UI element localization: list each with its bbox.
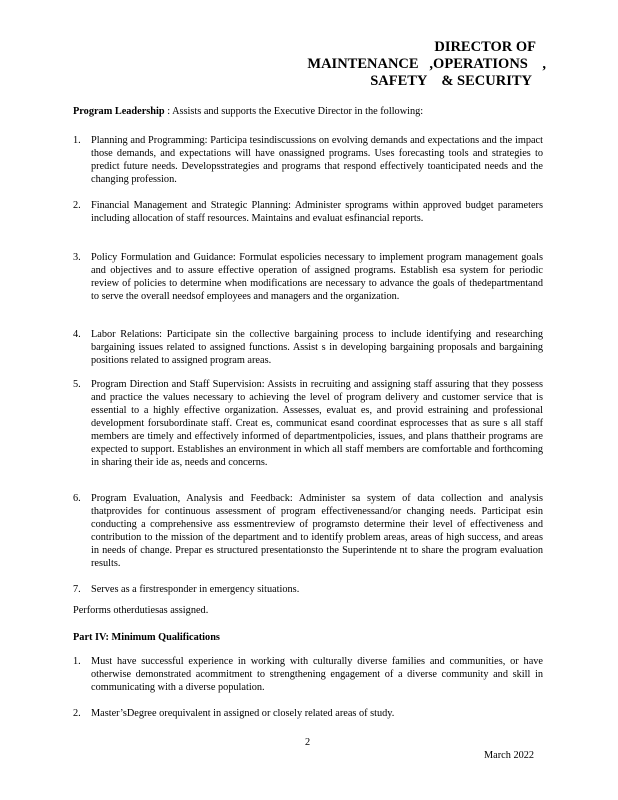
list-item-text: Financial Management and Strategic Planning: Administer sprograms within approved budget parameters including allocation of staff resources. Maintains and evaluat esfinancial reports. [91, 200, 543, 224]
list-item [73, 655, 543, 694]
list-item [73, 492, 543, 570]
list-item-number: 7. [73, 584, 81, 595]
title-line-2: MAINTENANCE ,OPERATIONS , [307, 56, 546, 72]
list-item-number: 3. [73, 252, 81, 263]
program-leadership-text: : Assists and supports the Executive Director in the following: [167, 106, 424, 117]
list-item-text: Must have successful experience in working with culturally diverse families and communities, or have otherwise demonstrated acommitment to strengthening engagement of a diverse community and skill in communicating with a diverse population. [91, 656, 543, 693]
program-leadership-intro [73, 105, 543, 118]
list-item-text: Policy Formulation and Guidance: Formulat espolicies necessary to implement program management goals and objectives and to assure effective operation of assigned programs. Establish esa system for periodic review of policies to determine when modifications are necessary to advance the goals of thedepartmentand to serve the overall needsof employees and managers and the organization. [91, 252, 543, 302]
list-item [73, 328, 543, 367]
list-item-text: Labor Relations: Participate sin the collective bargaining process to include identifying and researching bargaining issues related to assigned functions. Assist s in developing bargaining proposals and bargaining positions related to assigned program areas. [91, 329, 543, 366]
list-item-number: 6. [73, 493, 81, 504]
list-item-number: 1. [73, 135, 81, 146]
footer-date: March 2022 [484, 750, 535, 761]
list-item-number: 2. [73, 200, 81, 211]
title-line-1: DIRECTOR OF [434, 39, 536, 55]
list-item [73, 378, 543, 469]
list-item-number: 4. [73, 329, 81, 340]
list-item-text: Serves as a firstresponder in emergency situations. [91, 584, 300, 595]
list-item-number: 5. [73, 379, 81, 390]
list-item-text: Program Evaluation, Analysis and Feedback: Administer sa system of data collection and analysis thatprovides for continuous assessment of program effectivenessand/or changing needs. Participat esin conducting a comprehensive ass essmentreview of programsto determine their level of effectiveness and contribution to the mission of the department and to identify problem areas, areas of high success, and areas in needs of change. Prepar es structured presentationsto the Superintende nt to share the program evaluation results. [91, 493, 543, 569]
list-item [73, 251, 543, 303]
program-leadership-heading: Program Leadership [73, 106, 165, 117]
list-item [73, 134, 543, 186]
section-heading-part-iv: Part IV: Minimum Qualifications [73, 632, 220, 643]
list-item-number: 1. [73, 656, 81, 667]
page-number: 2 [305, 737, 311, 748]
list-item-number: 2. [73, 708, 81, 719]
list-item-text: Program Direction and Staff Supervision: Assists in recruiting and assigning staff assuring that they possess and practice the values necessary to achieving the level of program delivery and customer service that is essential to a highly effective organization. Assesses, evaluat es, and provid estraining and professional development forsubordinate staff. Creat es, communicat esand coordinat esprocesses that as sure s all staff members are timely and effectively informed of departmentpolicies, issues, and plans thattheir programs are expected to support. Establishes an environment in which all staff members are comfortable and forthcoming in sharing their ide as, needs and concerns. [91, 379, 543, 468]
title-line-3: SAFETY & SECURITY [370, 73, 532, 89]
list-item [73, 583, 543, 596]
list-item [73, 199, 543, 225]
list-item [73, 707, 543, 720]
list-item-text: Planning and Programming: Participa tesindiscussions on evolving demands and expectations and the impact those demands, and expectations will have onassigned programs. Uses forecasting tools and strategies to predict future needs. Developsstrategies and programs that respond effectively toanticipated needs and the changing profession. [91, 135, 543, 185]
list-item-text: Master’sDegree orequivalent in assigned or closely related areas of study. [91, 708, 395, 719]
other-duties: Performs otherdutiesas assigned. [73, 605, 209, 616]
